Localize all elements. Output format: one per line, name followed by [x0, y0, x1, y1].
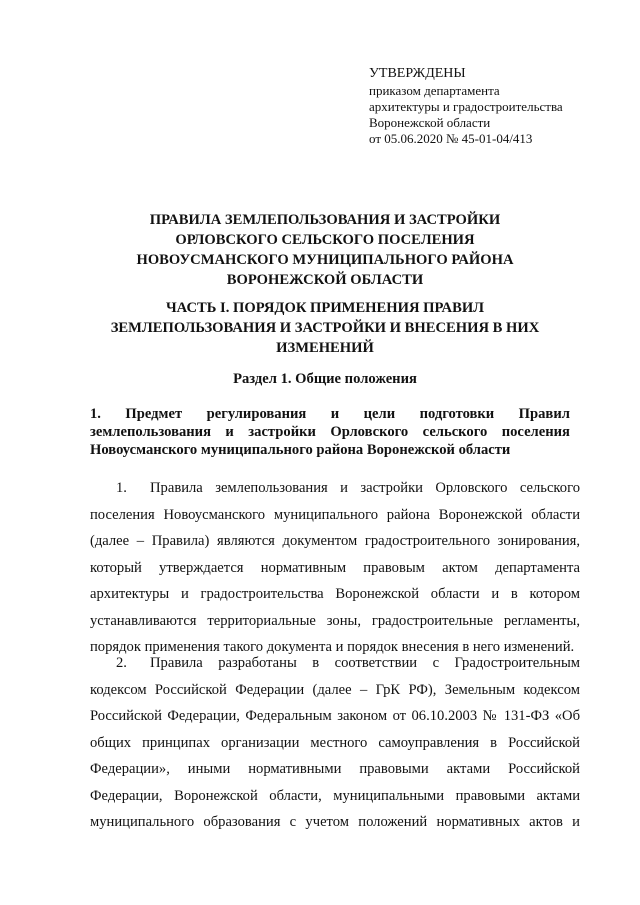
paragraph-line	[90, 475, 580, 502]
line-text: Правила разработаны в соответствии с Градостроительным	[150, 655, 580, 671]
part-heading-line: ИЗМЕНЕНИЙ	[276, 340, 374, 356]
heading-word: Правил	[518, 406, 570, 422]
paragraph-line: Российской Федерации, Федеральным законом от 06.10.2003 № 131-ФЗ «Об	[90, 708, 580, 724]
paragraph-line: архитектуры и градостроительства Воронежской области и в котором	[90, 586, 580, 602]
approval-line: приказом департамента	[369, 83, 500, 98]
paragraph-line: (далее – Правила) являются документом градостроительного зонирования,	[90, 533, 580, 549]
paragraph-1	[90, 475, 580, 661]
heading-word: подготовки	[419, 406, 495, 422]
title-line: ОРЛОВСКОГО СЕЛЬСКОГО ПОСЕЛЕНИЯ	[175, 232, 475, 248]
section-heading: Раздел 1. Общие положения	[233, 371, 417, 387]
paragraph-number: 1.	[116, 480, 127, 496]
article-heading-line	[90, 405, 570, 423]
paragraph-line: Федерации, Воронежской области, муниципальными правовыми актами	[90, 787, 580, 804]
heading-word: застройки	[248, 424, 316, 440]
heading-word: Предмет	[125, 406, 183, 422]
paragraph-line: который утверждается нормативным правовым актом департамента	[90, 559, 580, 576]
heading-word: землепользования	[90, 424, 211, 440]
heading-word: и	[330, 406, 340, 422]
heading-word: Орловского	[330, 424, 409, 440]
paragraph-line: кодексом Российской Федерации (далее – ГрК РФ), Земельным кодексом	[90, 681, 580, 698]
paragraph-line	[90, 650, 580, 677]
heading-word: цели	[363, 406, 396, 422]
heading-word: и	[225, 424, 234, 440]
approval-line: архитектуры и градостроительства	[369, 99, 563, 114]
title-line: ВОРОНЕЖСКОЙ ОБЛАСТИ	[226, 272, 424, 288]
paragraph-2	[90, 650, 580, 836]
paragraph-number: 2.	[116, 655, 127, 671]
title-line: ПРАВИЛА ЗЕМЛЕПОЛЬЗОВАНИЯ И ЗАСТРОЙКИ	[149, 212, 501, 228]
approval-line: Воронежской области	[369, 115, 491, 130]
paragraph-line: поселения Новоусманского муниципального района Воронежской области	[90, 506, 580, 523]
paragraph-line: муниципального образования с учетом положений нормативных актов и	[90, 814, 580, 830]
approval-date: от 05.06.2020 № 45-01-04/413	[369, 131, 533, 146]
paragraph-line: порядок применения такого документа и порядок внесения в него изменений.	[90, 639, 575, 655]
title-line: НОВОУСМАНСКОГО МУНИЦИПАЛЬНОГО РАЙОНА	[136, 252, 514, 268]
paragraph-line: устанавливаются территориальные зоны, градостроительные регламенты,	[90, 612, 580, 629]
heading-word: сельского	[422, 424, 488, 440]
approval-stamp	[369, 66, 619, 147]
article-heading	[90, 405, 570, 459]
document-title	[80, 210, 570, 290]
paragraph-line: общих принципах организации местного самоуправления в Российской	[90, 734, 580, 751]
heading-word: регулирования	[206, 406, 307, 422]
article-heading-line: Новоусманского муниципального района Воронежской области	[90, 442, 511, 458]
paragraph-line: Федерации», иными нормативными правовыми актами Российской	[90, 761, 580, 777]
part-heading	[80, 298, 570, 358]
line-text: Правила землепользования и застройки Орловского сельского	[150, 480, 580, 496]
approval-heading: УТВЕРЖДЕНЫ	[369, 66, 466, 81]
article-number: 1.	[90, 406, 101, 422]
heading-word: поселения	[501, 424, 570, 440]
part-heading-line: ЗЕМЛЕПОЛЬЗОВАНИЯ И ЗАСТРОЙКИ И ВНЕСЕНИЯ В НИХ	[110, 320, 540, 336]
article-heading-line	[90, 423, 570, 441]
part-heading-line: ЧАСТЬ I. ПОРЯДОК ПРИМЕНЕНИЯ ПРАВИЛ	[165, 300, 485, 316]
